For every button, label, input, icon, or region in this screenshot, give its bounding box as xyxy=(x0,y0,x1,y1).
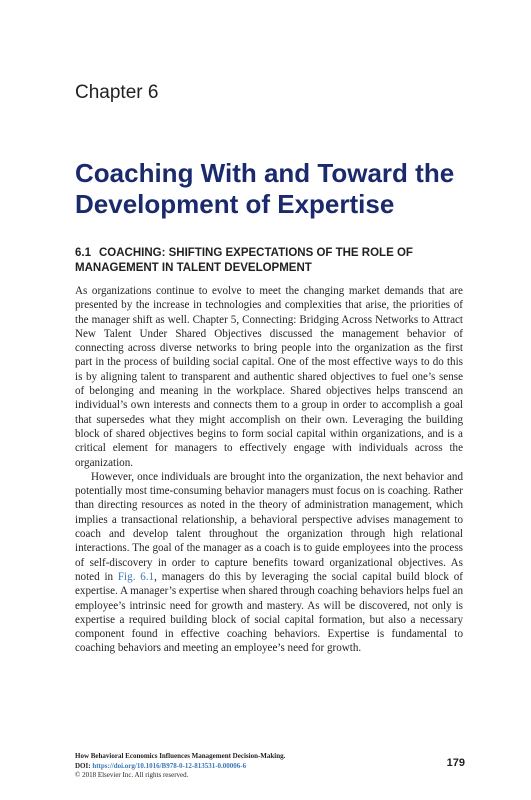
page-number: 179 xyxy=(446,757,465,769)
body-text xyxy=(75,284,463,656)
paragraph-2-text-start: However, once individuals are brought into the organization, the next behavior and potentially most time-consuming behavior managers must focus on is coaching. Rather than directing resources as noted in the theory of administration management, which implies a transactional relationship, a behavioral perspective advises management to coach and develop talent throughout the organization through high relational interactions. The goal of the manager as a coach is to guide employees into the process of self-discovery in order to capture benefits toward organizational objectives. As noted in xyxy=(75,470,463,583)
section-heading-text: COACHING: SHIFTING EXPECTATIONS OF THE ROLE OF MANAGEMENT IN TALENT DEVELOPMENT xyxy=(75,247,413,274)
figure-link[interactable]: Fig. 6.1 xyxy=(117,570,155,583)
section-heading xyxy=(75,246,475,276)
section-number: 6.1 xyxy=(75,247,91,259)
footer-doi xyxy=(75,762,465,772)
chapter-title-line2: Development of Expertise xyxy=(75,189,395,219)
chapter-title-line1: Coaching With and Toward the xyxy=(75,158,455,188)
page-footer xyxy=(75,752,465,781)
paragraph-2-text-end: , managers do this by leveraging the social capital build block of expertise. A manager’s expertise when shared through coaching behaviors helps fuel an employee’s intrinsic need for growth and mastery. As will be discovered, not only is expertise a required building block of social capital formation, but also a necessary component found in effective coaching behaviors. Expertise is fundamental to coaching behaviors and meeting an employee’s need for growth. xyxy=(75,570,463,655)
chapter-label: Chapter 6 xyxy=(75,82,159,103)
paragraph-2 xyxy=(75,470,463,656)
paragraph-1: As organizations continue to evolve to meet the changing market demands that are presented by the increase in technologies and complexities that arise, the priorities of the manager shift as well. Chapter 5, Connecting: Bridging Across Networks to Attract New Talent Under Shared Objectives discussed the management behavior of connecting across diverse networks to bring people into the organization as the first part in the process of building social capital. One of the most effective ways to do this is by aligning talent to transparent and authentic shared objectives to fuel one’s sense of belonging and meaning in the workplace. Shared objectives helps transcend an individual’s own interests and connects them to a group in order to accomplish a goal that supersedes what they might accomplish on their own. Leveraging the building block of shared objectives begins to form social capital within organizations, and is a critical element for managers to effectively engage with individuals across the organization. xyxy=(75,285,463,469)
doi-label: DOI: xyxy=(75,761,93,770)
doi-link[interactable]: https://doi.org/10.1016/B978-0-12-813531-0.00006-6 xyxy=(92,761,247,770)
chapter-title xyxy=(75,158,475,220)
footer-copyright: © 2018 Elsevier Inc. All rights reserved. xyxy=(75,771,189,779)
footer-book-title: How Behavioral Economics Influences Management Decision-Making. xyxy=(75,752,286,760)
